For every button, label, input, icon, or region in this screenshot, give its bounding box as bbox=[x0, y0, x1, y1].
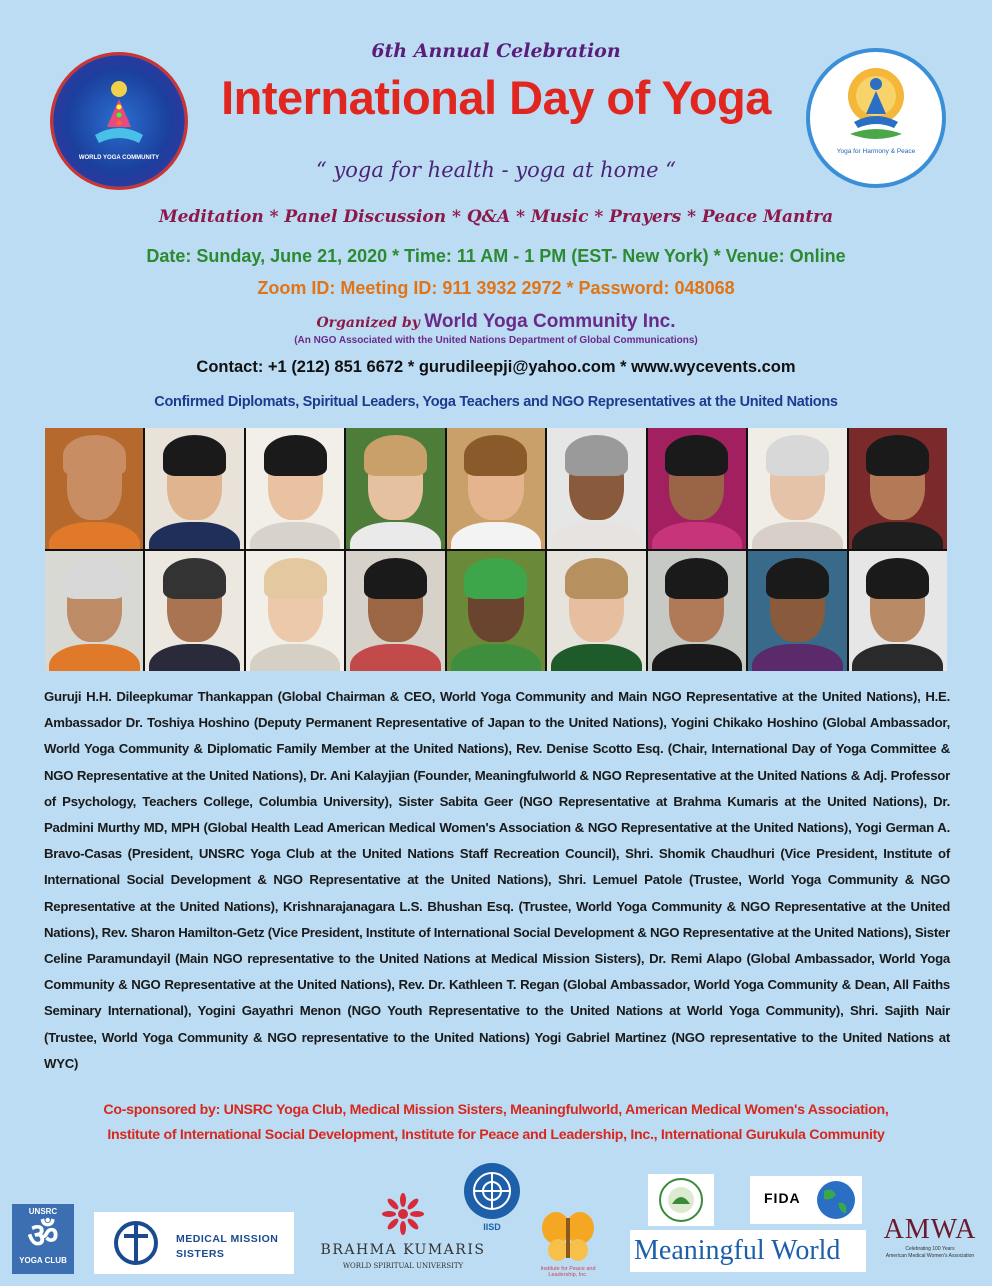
speaker-photo-grid bbox=[45, 428, 947, 671]
speaker-bios: Guruji H.H. Dileepkumar Thankappan (Global Chairman & CEO, World Yoga Community and Main NGO Representative at the United Nations), H.E. Ambassador Dr. Toshiya Hoshino (Deputy Permanent Representative of Japan to the United Nations), Yogini Chikako Hoshino (Global Ambassador, World Yoga Community & Diplomatic Family Member at the United Nations), Rev. Denise Scotto Esq. (Chair, International Day of Yoga Committee & NGO Representative at the United Nations), Dr. Ani Kalayjian (Founder, Meaningfulworld & NGO Representative at the United Nations & Adj. Professor of Psychology, Teachers College, Columbia University), Sister Sabita Geer (NGO Representative at Brahma Kumaris at the United Nations), Dr. Padmini Murthy MD, MPH (Global Health Lead American Medical Women's Association & NGO Representative at the United Nations), Yogi German A. Bravo-Casas (President, UNSRC Yoga Club at the United Nations Staff Recreation Council), Shri. Shomik Chaudhuri (Vice President, Institute of International Social Development & NGO Representative at the United Nations), Shri. Lemuel Patole (Trustee, World Yoga Community & NGO Representative at the United Nations), Krishnarajanagara L.S. Bhushan Esq. (Trustee, World Yoga Community & NGO Representative at the United Nations), Rev. Sharon Hamilton-Getz (Vice President, Institute of International Social Development & NGO Representative at the United Nations), Sister Celine Paramundayil (Main NGO representative to the United Nations at Medical Mission Sisters), Dr. Remi Alapo (Global Ambassador, World Yoga Community & NGO Representative at the United Nations), Rev. Dr. Kathleen T. Regan (Global Ambassador, World Yoga Community & Dean, All Faiths Seminary International), Yogini Gayathri Menon (NGO Youth Representative to the United Nations at World Yoga Community), Shri. Sajith Nair (Trustee, World Yoga Community & NGO representative to the United Nations) Yogi Gabriel Martinez (NGO representative to the United Nations at WYC) bbox=[44, 689, 950, 1071]
speaker-photo bbox=[648, 428, 746, 549]
speaker-photo-hair bbox=[364, 558, 427, 599]
un-globe-icon bbox=[458, 1160, 526, 1222]
unsrc-yoga-club-logo bbox=[12, 1204, 74, 1274]
speaker-photo bbox=[648, 551, 746, 672]
speaker-photo bbox=[849, 428, 947, 549]
om-icon: ॐ bbox=[27, 1216, 59, 1256]
amwa-logo bbox=[880, 1214, 980, 1276]
speaker-photo-hair bbox=[264, 435, 327, 476]
speaker-photo bbox=[246, 551, 344, 672]
fida-label: FIDA bbox=[764, 1190, 801, 1206]
butterfly-icon bbox=[538, 1208, 598, 1264]
organizer-name: World Yoga Community Inc. bbox=[424, 311, 676, 332]
activities-list: Meditation * Panel Discussion * Q&A * Music * Prayers * Peace Mantra bbox=[158, 207, 834, 227]
speaker-photo-hair bbox=[565, 558, 628, 599]
speaker-photo-hair bbox=[163, 435, 226, 476]
mms-line-2: SISTERS bbox=[176, 1248, 225, 1260]
speaker-photo-hair bbox=[464, 435, 527, 476]
event-theme: “ yoga for health - yoga at home “ bbox=[316, 158, 676, 182]
cross-circle-icon bbox=[108, 1218, 164, 1268]
speaker-photo-shoulders bbox=[652, 644, 743, 671]
unsrc-label: UNSRC bbox=[28, 1207, 58, 1216]
speaker-photo-shoulders bbox=[551, 522, 642, 549]
institute-peace-leadership-logo bbox=[528, 1204, 608, 1280]
zoom-meeting-details: Zoom ID: Meeting ID: 911 3932 2972 * Password: 048068 bbox=[257, 278, 735, 298]
meaningful-world-label: Meaningful World bbox=[634, 1235, 841, 1266]
speaker-photo-hair bbox=[63, 435, 126, 476]
speaker-photo bbox=[547, 428, 645, 549]
speaker-photo-hair bbox=[63, 558, 126, 599]
speaker-photo-hair bbox=[766, 435, 829, 476]
fida-logo bbox=[750, 1176, 862, 1224]
ipl-label: Institute for Peace and Leadership, Inc. bbox=[540, 1266, 596, 1278]
amwa-label: AMWA bbox=[883, 1214, 977, 1245]
wyc-logo-text: WORLD YOGA COMMUNITY bbox=[78, 155, 160, 161]
speaker-photo-hair bbox=[665, 558, 728, 599]
cosponsors bbox=[0, 1098, 992, 1148]
speaker-photo-shoulders bbox=[149, 522, 240, 549]
speaker-photo-shoulders bbox=[451, 644, 542, 671]
speaker-photo bbox=[748, 428, 846, 549]
globe-icon bbox=[814, 1179, 858, 1221]
amwa-fullname: American Medical Women's Association bbox=[885, 1253, 975, 1259]
international-gurukula-logo bbox=[648, 1174, 714, 1226]
medical-mission-sisters-logo bbox=[94, 1212, 294, 1274]
bk-subtitle: WORLD SPIRITUAL UNIVERSITY bbox=[342, 1262, 464, 1270]
speaker-photo bbox=[346, 551, 444, 672]
speaker-photo bbox=[45, 428, 143, 549]
speaker-photo bbox=[145, 428, 243, 549]
speaker-photo-shoulders bbox=[250, 644, 341, 671]
speaker-photo bbox=[849, 551, 947, 672]
cosponsors-line-2: Institute of International Social Development, Institute for Peace and Leadership, Inc., International Gurukula Community bbox=[107, 1127, 885, 1143]
gurukula-seal-icon bbox=[656, 1176, 706, 1224]
cosponsors-line-1: Co-sponsored by: UNSRC Yoga Club, Medical Mission Sisters, Meaningfulworld, American Medical Women's Association, bbox=[103, 1102, 889, 1118]
mms-line-1: MEDICAL MISSION bbox=[176, 1233, 279, 1245]
speaker-photo-shoulders bbox=[451, 522, 542, 549]
speaker-photo-shoulders bbox=[551, 644, 642, 671]
speaker-photo-hair bbox=[264, 558, 327, 599]
speaker-photo-shoulders bbox=[752, 644, 843, 671]
speaker-photo bbox=[346, 428, 444, 549]
organized-by-label: Organized by bbox=[316, 315, 420, 331]
idy-logo-caption: Yoga for Harmony & Peace bbox=[836, 148, 916, 155]
celebration-subtitle: 6th Annual Celebration bbox=[371, 40, 621, 62]
speaker-photo-shoulders bbox=[49, 522, 140, 549]
amwa-anniversary: Celebrating 100 Years bbox=[905, 1246, 955, 1252]
speaker-photo-hair bbox=[866, 435, 929, 476]
bk-name: BRAHMA KUMARIS bbox=[320, 1242, 486, 1258]
speaker-photo-shoulders bbox=[49, 644, 140, 671]
speaker-photo-shoulders bbox=[250, 522, 341, 549]
organizer-line bbox=[0, 311, 992, 333]
speaker-photo-shoulders bbox=[852, 644, 943, 671]
speaker-photo-shoulders bbox=[350, 644, 441, 671]
speaker-photo-shoulders bbox=[852, 522, 943, 549]
speaker-photo-hair bbox=[163, 558, 226, 599]
meaningful-world-logo bbox=[630, 1230, 866, 1272]
speaker-photo-hair bbox=[464, 558, 527, 599]
speaker-photo bbox=[246, 428, 344, 549]
speaker-photo-hair bbox=[364, 435, 427, 476]
speaker-photo-hair bbox=[766, 558, 829, 599]
iisd-logo bbox=[452, 1160, 532, 1238]
speaker-photo-shoulders bbox=[752, 522, 843, 549]
speaker-photo-hair bbox=[866, 558, 929, 599]
event-date-time-venue: Date: Sunday, June 21, 2020 * Time: 11 AM - 1 PM (EST- New York) * Venue: Online bbox=[146, 246, 846, 266]
yoga-club-label: YOGA CLUB bbox=[19, 1256, 67, 1265]
speaker-photo-shoulders bbox=[149, 644, 240, 671]
speaker-photo-shoulders bbox=[652, 522, 743, 549]
lotus-icon bbox=[382, 1192, 424, 1238]
speaker-photo bbox=[45, 551, 143, 672]
speaker-photo-shoulders bbox=[350, 522, 441, 549]
iisd-label: IISD bbox=[483, 1222, 501, 1232]
page-title: International Day of Yoga bbox=[221, 71, 771, 124]
speaker-photo-hair bbox=[665, 435, 728, 476]
speaker-photo bbox=[547, 551, 645, 672]
speaker-photo bbox=[748, 551, 846, 672]
speaker-photo-hair bbox=[565, 435, 628, 476]
speaker-photo bbox=[447, 551, 545, 672]
ngo-association-note: (An NGO Associated with the United Nations Department of Global Communications) bbox=[294, 335, 698, 346]
confirmed-participants-heading: Confirmed Diplomats, Spiritual Leaders, Yoga Teachers and NGO Representatives at the United Nations bbox=[154, 394, 838, 410]
speaker-photo bbox=[447, 428, 545, 549]
contact-info: Contact: +1 (212) 851 6672 * gurudileepji@yahoo.com * www.wycevents.com bbox=[196, 358, 796, 376]
speaker-photo bbox=[145, 551, 243, 672]
